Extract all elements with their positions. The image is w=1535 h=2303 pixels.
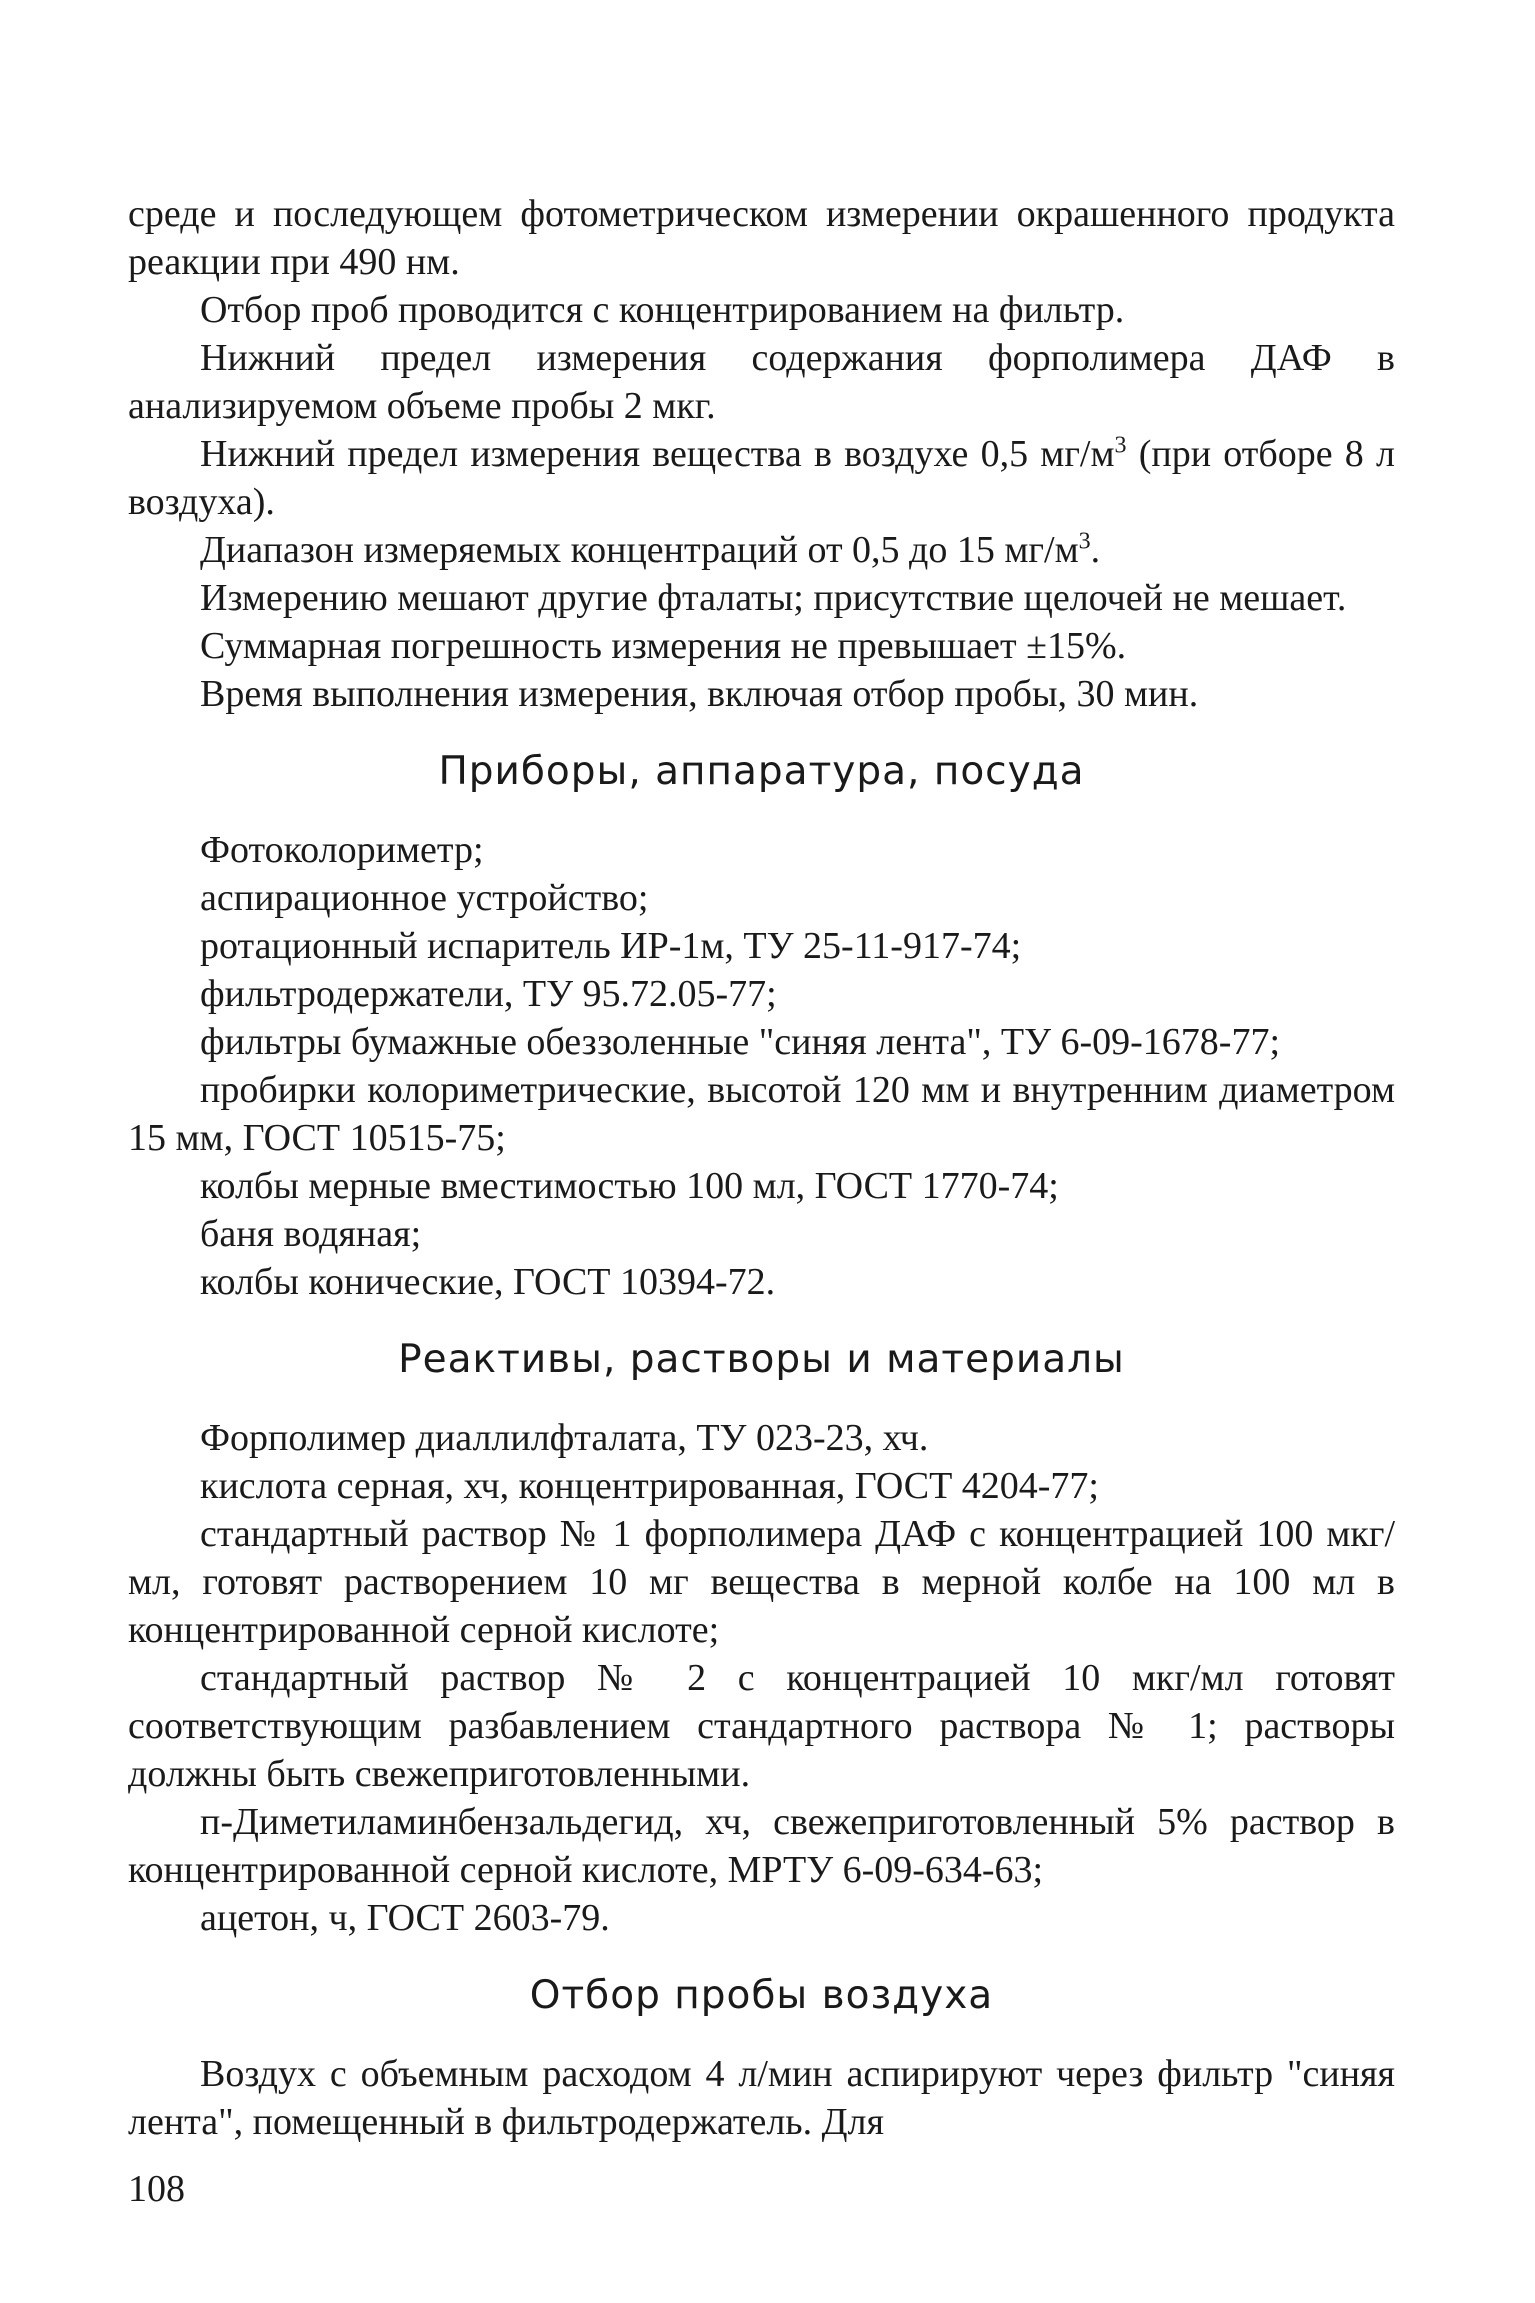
paragraph: Время выполнения измерения, включая отбор пробы, 30 мин. bbox=[200, 673, 1199, 715]
heading-reagents: Реактивы, растворы и материалы bbox=[398, 1337, 1125, 1382]
list-item: колбы мерные вместимостью 100 мл, ГОСТ 1770-74; bbox=[200, 1165, 1059, 1207]
list-item: Фотоколориметр; bbox=[200, 829, 484, 871]
heading-instruments: Приборы, аппаратура, посуда bbox=[438, 749, 1085, 794]
range-rest: . bbox=[1090, 529, 1101, 571]
list-item: фильтры бумажные обеззоленные "синяя лента", ТУ 6-09-1678-77; bbox=[200, 1021, 1281, 1063]
paragraph: Измерению мешают другие фталаты; присутствие щелочей не мешает. bbox=[200, 577, 1347, 619]
paragraph: Нижний предел измерения содержания форполимера ДАФ в анализируемом объеме пробы 2 мкг. bbox=[128, 337, 1395, 427]
list-item: стандартный раствор № 2 с концентрацией 10 мкг/мл готовят соответствующим разбавлением стандартного раствора № 1; растворы должны быть свежеприготовленными. bbox=[128, 1657, 1395, 1795]
reagents-list bbox=[128, 1414, 1395, 1942]
lower-limit-text: Нижний предел измерения вещества в воздухе 0,5 мг/м bbox=[200, 433, 1115, 475]
superscript: 3 bbox=[1078, 528, 1091, 555]
list-item: ротационный испаритель ИР-1м, ТУ 25-11-917-74; bbox=[200, 925, 1022, 967]
list-item: фильтродержатели, ТУ 95.72.05-77; bbox=[200, 973, 777, 1015]
list-item: баня водяная; bbox=[200, 1213, 422, 1255]
list-item: п-Диметиламинбензальдегид, хч, свежеприготовленный 5% раствор в концентрированной серной кислоте, МРТУ 6-09-634-63; bbox=[128, 1801, 1395, 1891]
lower-limit-rest: (при отборе 8 л воздуха). bbox=[128, 433, 1395, 523]
instruments-list bbox=[128, 826, 1395, 1306]
paragraph-sampling: Воздух с объемным расходом 4 л/мин аспирируют через фильтр "синяя лента", помещенный в фильтродержатель. Для bbox=[128, 2053, 1395, 2143]
paragraph: среде и последующем фотометрическом измерении окрашенного продукта реакции при 490 нм. bbox=[128, 193, 1395, 283]
list-item: аспирационное устройство; bbox=[200, 877, 649, 919]
paragraph-lower-limit-air bbox=[128, 430, 1395, 526]
superscript: 3 bbox=[1114, 432, 1127, 459]
page-number: 108 bbox=[128, 2168, 185, 2210]
paragraph: Суммарная погрешность измерения не превышает ±15%. bbox=[200, 625, 1127, 667]
heading-sampling: Отбор пробы воздуха bbox=[529, 1973, 994, 2018]
list-item: Форполимер диаллилфталата, ТУ 023-23, хч. bbox=[200, 1417, 929, 1459]
list-item: кислота серная, хч, концентрированная, ГОСТ 4204-77; bbox=[200, 1465, 1099, 1507]
list-item: ацетон, ч, ГОСТ 2603-79. bbox=[200, 1897, 610, 1939]
list-item: колбы конические, ГОСТ 10394-72. bbox=[200, 1261, 776, 1303]
list-item: стандартный раствор № 1 форполимера ДАФ с концентрацией 100 мкг/мл, готовят растворением 10 мг вещества в мерной колбе на 100 мл в концентрированной серной кислоте; bbox=[128, 1513, 1395, 1651]
body-text bbox=[128, 190, 1395, 2146]
list-item: пробирки колориметрические, высотой 120 мм и внутренним диаметром 15 мм, ГОСТ 10515-75; bbox=[128, 1069, 1395, 1159]
paragraph-range bbox=[128, 526, 1395, 574]
paragraph: Отбор проб проводится с концентрированием на фильтр. bbox=[200, 289, 1125, 331]
range-text: Диапазон измеряемых концентраций от 0,5 до 15 мг/м bbox=[200, 529, 1079, 571]
